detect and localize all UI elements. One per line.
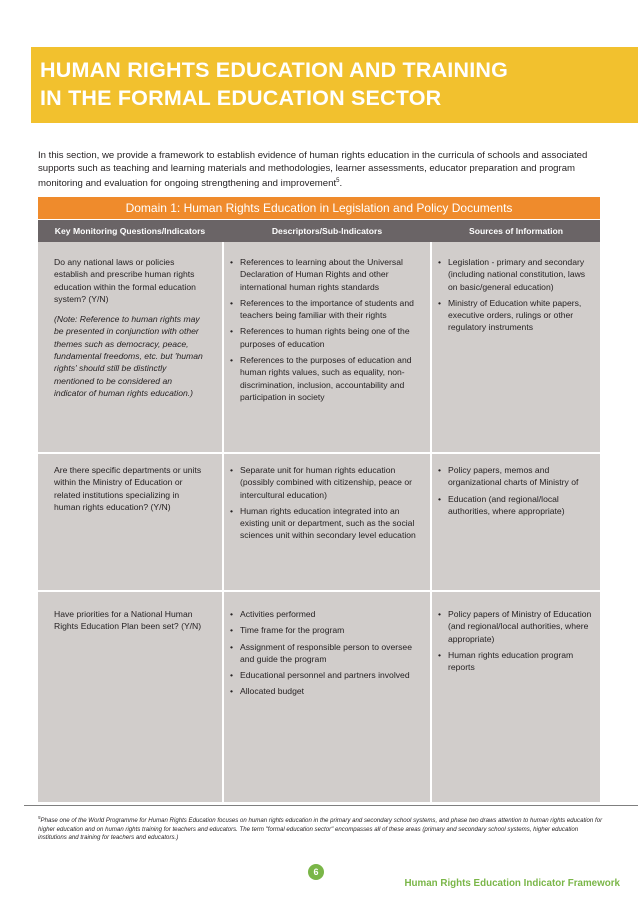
descriptor-item: • Separate unit for human rights education (possibly combined with citizenship, peace or intercultural education) [230,464,422,501]
indicator-table [38,220,600,802]
table-row-2-descriptors [230,464,422,546]
source-item: • Ministry of Education white papers, executive orders, rulings or other regulatory instruments [438,297,596,334]
source-item: • Policy papers, memos and organizational charts of Ministry of [438,464,596,489]
table-header [38,220,600,242]
domain-heading: Domain 1: Human Rights Education in Legislation and Policy Documents [38,197,600,219]
intro-footnote-mark: 5 [336,178,340,185]
intro-end: . [339,178,343,190]
table-row-1-sources [438,256,596,338]
table-row-2-question [54,464,204,513]
descriptor-item: • Activities performed [230,608,422,620]
question-note: (Note: Reference to human rights may be presented in conjunction with other themes such as democracy, peace, fundamental freedoms, etc. but 'human rights' should still be distinctly mentioned to be considered an indicator of human rights education.) [54,314,203,398]
table-row-3-sources [438,608,596,677]
row-divider [38,590,600,592]
column-header-descriptors: Descriptors/Sub-Indicators [271,226,383,236]
page-title: HUMAN RIGHTS EDUCATION AND TRAINING IN THE FORMAL EDUCATION SECTOR [40,58,509,110]
column-divider [430,242,432,802]
column-header-sources: Sources of Information [468,226,564,236]
footnote-divider [24,805,638,806]
descriptor-item: • References to human rights being one of the purposes of education [230,325,422,350]
column-header-questions: Key Monitoring Questions/Indicators [54,226,206,236]
footer-title: Human Rights Education Indicator Framework [404,878,620,889]
descriptor-item: • References to the purposes of education and human rights values, such as equality, non-discrimination, inclusion, accountability and participation in society [230,354,422,403]
question-text: Do any national laws or policies establish and prescribe human rights education within the formal education system? (Y/N) [54,257,196,304]
intro-text: In this section, we provide a framework to establish evidence of human rights education in the curricula of schools and associated supports such as teaching and learning materials and methodologies, learner assessments, educator preparation and program monitoring and evaluation for ongoing strengthening and improvement [38,150,588,190]
table-row-3-descriptors [230,608,422,702]
descriptor-item: • Educational personnel and partners involved [230,669,422,681]
descriptor-item: • References to learning about the Universal Declaration of Human Rights and other international human rights standards [230,256,422,293]
descriptor-item: • Allocated budget [230,685,422,697]
source-item: • Education (and regional/local authorities, where appropriate) [438,493,596,518]
table-row-3-question [54,608,204,633]
source-item: • Human rights education program reports [438,649,596,674]
descriptor-item: • Human rights education integrated into an existing unit or department, such as the social sciences unit within secondary level education [230,505,422,542]
source-item: • Legislation - primary and secondary (including national constitution, laws on basic/general education) [438,256,596,293]
footnote-text: Phase one of the World Programme for Human Rights Education focuses on human rights education in the primary and secondary school systems, and phase two draws attention to human rights education for higher education and on human rights training for teachers and educators. The term "formal education sector" encompasses all of these areas (primary and secondary school systems, higher education institutions and training for teachers and educators.) [38,817,603,842]
column-divider [222,242,224,802]
table-row-1-descriptors [230,256,422,407]
descriptor-item: • Time frame for the program [230,624,422,636]
table-row-2-sources [438,464,596,521]
intro-paragraph [38,150,603,191]
question-text: Are there specific departments or units within the Ministry of Education or related institutions specializing in human rights education? (Y/N) [54,465,202,512]
question-text: Have priorities for a National Human Rights Education Plan been set? (Y/N) [54,609,202,632]
source-item: • Policy papers of Ministry of Education (and regional/local authorities, where appropriate) [438,608,596,645]
table-row-1-question [54,256,204,399]
footnote-mark: 5 [38,815,41,820]
row-divider [38,452,600,454]
descriptor-item: • References to the importance of students and teachers being familiar with their rights [230,297,422,322]
page-number-badge: 6 [308,864,324,880]
descriptor-item: • Assignment of responsible person to oversee and guide the program [230,641,422,666]
footnote [38,814,603,843]
